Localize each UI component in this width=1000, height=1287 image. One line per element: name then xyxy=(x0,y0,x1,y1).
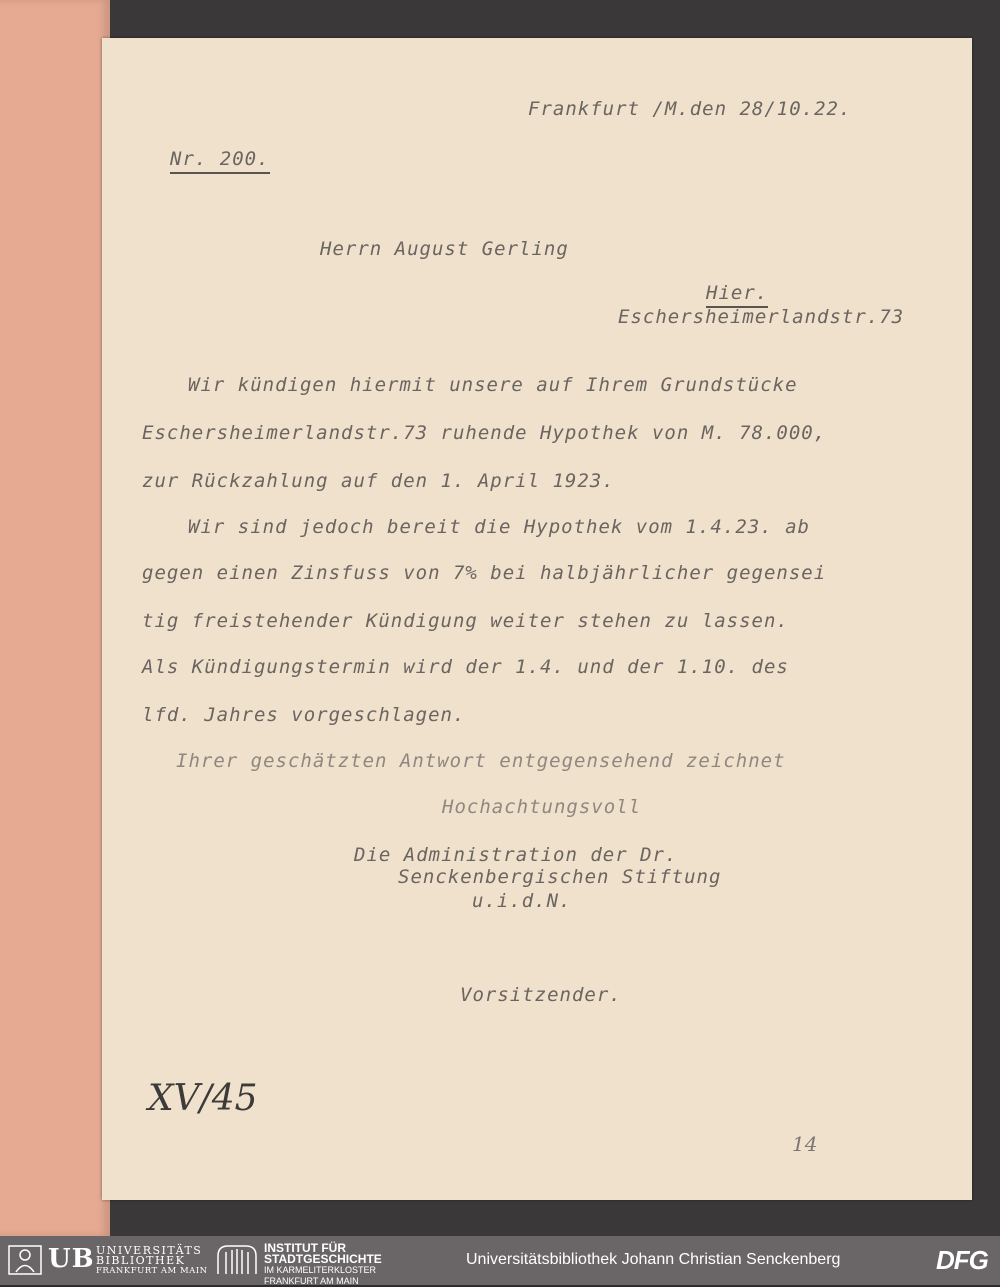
ub-name-line: UNIVERSITÄTS xyxy=(96,1244,203,1257)
library-name: Universitätsbibliothek Johann Christian Senckenberg xyxy=(466,1251,841,1268)
letter-number: Nr. 200. xyxy=(170,148,270,174)
signatory-role: Vorsitzender. xyxy=(460,984,622,1006)
institute-line: STADTGESCHICHTE xyxy=(264,1252,382,1266)
signature-line: Die Administration der Dr. xyxy=(354,844,678,866)
ub-name xyxy=(96,1246,208,1276)
ub-name-line: FRANKFURT AM MAIN xyxy=(96,1266,208,1276)
body-line: Wir kündigen hiermit unsere auf Ihrem Grundstücke xyxy=(188,374,798,396)
footer-bar xyxy=(0,1236,1000,1285)
body-line: zur Rückzahlung auf den 1. April 1923. xyxy=(142,470,615,492)
institute-line: IM KARMELITERKLOSTER xyxy=(264,1265,377,1275)
body-line: Eschersheimerlandstr.73 ruhende Hypothek von M. 78.000, xyxy=(142,422,827,444)
ub-name-line: BIBLIOTHEK xyxy=(96,1254,186,1267)
body-line: lfd. Jahres vorgeschlagen. xyxy=(142,704,466,726)
institute-line: INSTITUT FÜR xyxy=(264,1241,346,1255)
date-line: Frankfurt /M.den 28/10.22. xyxy=(528,98,852,120)
body-line: Wir sind jedoch bereit die Hypothek vom 1.4.23. ab xyxy=(188,516,810,538)
addressee-street: Eschersheimerlandstr.73 xyxy=(618,306,905,328)
salutation: Hochachtungsvoll xyxy=(442,796,642,818)
underlying-pink-sheet xyxy=(0,0,110,1236)
signature-line: Senckenbergischen Stiftung xyxy=(398,866,722,888)
body-line: tig freistehender Kündigung weiter stehen zu lassen. xyxy=(142,610,789,632)
signature-line: u.i.d.N. xyxy=(472,890,572,912)
university-seal-icon xyxy=(8,1245,42,1275)
dfg-logo: DFG xyxy=(936,1245,988,1275)
letter-page xyxy=(102,38,972,1200)
institute-line: FRANKFURT AM MAIN xyxy=(264,1276,359,1286)
page-number-mark: 14 xyxy=(792,1132,818,1156)
institute-building-icon xyxy=(216,1244,258,1276)
addressee: Herrn August Gerling xyxy=(320,238,569,260)
body-line: gegen einen Zinsfuss von 7% bei halbjährlicher gegensei xyxy=(142,562,827,584)
ub-logo: UB xyxy=(48,1244,95,1274)
closing-line: Ihrer geschätzten Antwort entgegensehend zeichnet xyxy=(176,750,786,772)
archive-mark: XV/45 xyxy=(148,1078,258,1119)
addressee-locality: Hier. xyxy=(706,282,768,308)
institute-name xyxy=(264,1243,382,1287)
body-line: Als Kündigungstermin wird der 1.4. und der 1.10. des xyxy=(142,656,789,678)
